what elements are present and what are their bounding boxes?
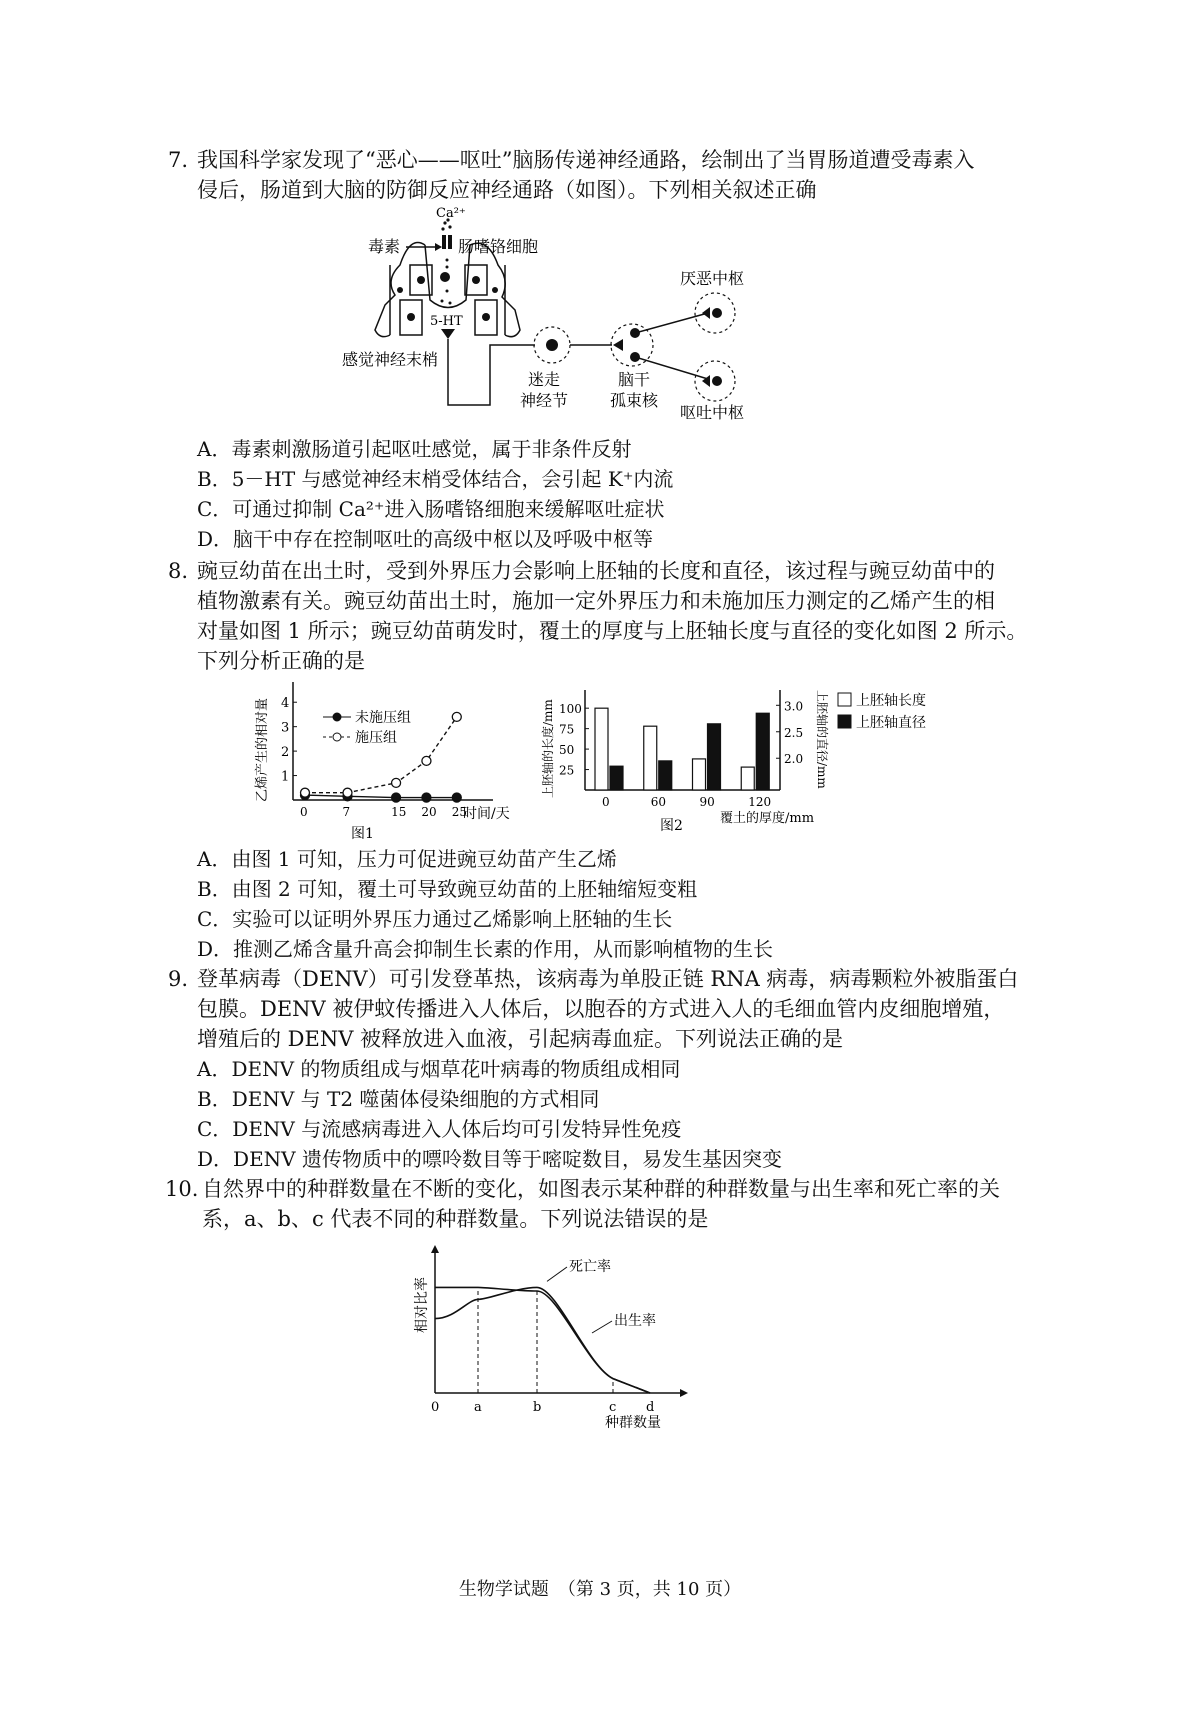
x-axis-label: 时间/天 bbox=[463, 806, 510, 822]
leader-line bbox=[592, 1321, 612, 1333]
figure-1-ethylene-chart bbox=[248, 675, 518, 845]
q8-option-b: B．由图 2 可知，覆土可导致豌豆幼苗的上胚轴缩短变粗 bbox=[197, 877, 698, 901]
question-9-line-3: 增殖后的 DENV 被释放进入血液，引起病毒血症。下列说法正确的是 bbox=[197, 1027, 844, 1051]
y-axis-arrow bbox=[431, 1245, 439, 1253]
legend-swatch bbox=[838, 693, 851, 706]
chart-title: 图2 bbox=[660, 818, 683, 834]
question-8-line-4: 下列分析正确的是 bbox=[197, 649, 365, 673]
question-8-line-1: 豌豆幼苗在出土时，受到外界压力会影响上胚轴的长度和直径，该过程与豌豆幼苗中的 bbox=[197, 559, 995, 583]
data-point bbox=[452, 793, 461, 802]
page-footer: 生物学试题 （第 3 页，共 10 页） bbox=[458, 1579, 742, 1600]
series-label-death: 死亡率 bbox=[569, 1259, 611, 1275]
question-9-line-1: 登革病毒（DENV）可引发登革热，该病毒为单股正链 RNA 病毒，病毒颗粒外被脂蛋白 bbox=[197, 967, 1019, 991]
data-point bbox=[343, 788, 352, 797]
y-tick-label-right: 3.0 bbox=[784, 699, 804, 714]
vagus-label-1: 迷走 bbox=[528, 370, 561, 389]
q7-option-c: C．可通过抑制 Ca²⁺进入肠嗜铬细胞来缓解呕吐症状 bbox=[197, 497, 665, 521]
bar-diameter bbox=[610, 766, 623, 790]
y-axis-label-left: 上胚轴的长度/mm bbox=[541, 699, 555, 798]
x-tick-label: 15 bbox=[391, 805, 407, 819]
legend-marker bbox=[333, 713, 341, 721]
legend-marker bbox=[333, 733, 341, 741]
data-point bbox=[422, 756, 431, 765]
bar-length bbox=[644, 726, 657, 790]
sensory-ending-label: 感觉神经末梢 bbox=[342, 350, 439, 369]
vomit-center-label: 呕吐中枢 bbox=[680, 403, 745, 422]
question-8-line-3: 对量如图 1 所示；豌豆幼苗萌发时，覆土的厚度与上胚轴长度与直径的变化如图 2 所示。 bbox=[197, 619, 1028, 643]
neural-pathway-diagram bbox=[330, 205, 780, 425]
vagus-label-2: 神经节 bbox=[520, 391, 569, 410]
y-tick-label: 2 bbox=[281, 745, 290, 761]
x-axis-label: 覆土的厚度/mm bbox=[720, 811, 815, 826]
question-10-number: 10. bbox=[165, 1177, 199, 1201]
y-axis-label: 乙烯产生的相对量 bbox=[255, 697, 270, 802]
enterochromaffin-label: 肠嗜铬细胞 bbox=[458, 237, 539, 256]
chart-title: 图1 bbox=[351, 826, 374, 842]
brainstem-label-2: 孤束核 bbox=[610, 391, 659, 410]
x-tick-label: c bbox=[609, 1400, 617, 1415]
q7-option-a: A．毒素刺激肠道引起呕吐感觉，属于非条件反射 bbox=[197, 437, 632, 461]
bar-length bbox=[741, 767, 754, 790]
y-tick-label-left: 100 bbox=[559, 702, 582, 717]
figure-2-hypocotyl-chart bbox=[530, 675, 950, 845]
x-tick-label: 60 bbox=[650, 795, 667, 809]
q9-option-c: C．DENV 与流感病毒进入人体后均可引发特异性免疫 bbox=[197, 1117, 682, 1141]
legend-label: 未施压组 bbox=[355, 710, 411, 726]
q8-option-a: A．由图 1 可知，压力可促进豌豆幼苗产生乙烯 bbox=[197, 847, 617, 871]
x-tick-label: d bbox=[646, 1400, 655, 1415]
question-7-line-2: 侵后，肠道到大脑的防御反应神经通路（如图）。下列相关叙述正确 bbox=[197, 178, 817, 202]
bar-diameter bbox=[756, 713, 769, 790]
y-tick-label-right: 2.0 bbox=[784, 752, 804, 767]
y-tick-label-right: 2.5 bbox=[784, 725, 804, 740]
data-point bbox=[392, 778, 401, 787]
bar-length bbox=[595, 708, 608, 790]
q9-option-d: D．DENV 遗传物质中的嘌呤数目等于嘧啶数目，易发生基因突变 bbox=[197, 1147, 782, 1171]
q8-option-c: C．实验可以证明外界压力通过乙烯影响上胚轴的生长 bbox=[197, 907, 673, 931]
x-tick-label: 20 bbox=[421, 805, 437, 819]
bar-length bbox=[693, 759, 706, 790]
question-7-line-1: 我国科学家发现了“恶心——呕吐”脑肠传递神经通路，绘制出了当胃肠道遭受毒素入 bbox=[197, 148, 975, 172]
y-tick-label-left: 50 bbox=[559, 743, 575, 758]
x-tick-label: 0 bbox=[431, 1400, 440, 1415]
population-rate-chart bbox=[410, 1238, 710, 1438]
y-tick-label: 4 bbox=[281, 696, 290, 712]
x-axis-arrow bbox=[680, 1389, 688, 1397]
y-tick-label-left: 25 bbox=[559, 763, 575, 778]
x-tick-label: 0 bbox=[300, 805, 308, 819]
bar-diameter bbox=[659, 761, 672, 790]
q8-option-d: D．推测乙烯含量升高会抑制生长素的作用，从而影响植物的生长 bbox=[197, 937, 774, 961]
q7-option-d: D．脑干中存在控制呕吐的高级中枢以及呼吸中枢等 bbox=[197, 527, 654, 551]
x-tick-label: 90 bbox=[699, 795, 715, 809]
legend-label: 上胚轴直径 bbox=[856, 715, 926, 731]
data-point bbox=[301, 788, 310, 797]
x-tick-label: 25 bbox=[451, 805, 468, 819]
y-tick-label: 3 bbox=[281, 720, 290, 736]
x-tick-label: 7 bbox=[342, 805, 351, 819]
ca-label: Ca²⁺ bbox=[436, 206, 466, 221]
legend-label: 施压组 bbox=[355, 730, 397, 746]
q9-option-a: A．DENV 的物质组成与烟草花叶病毒的物质组成相同 bbox=[197, 1057, 681, 1081]
question-9-number: 9. bbox=[168, 967, 189, 991]
question-9-line-2: 包膜。DENV 被伊蚊传播进入人体后，以胞吞的方式进入人的毛细血管内皮细胞增殖， bbox=[197, 997, 1005, 1021]
series-label-birth: 出生率 bbox=[614, 1313, 656, 1329]
data-point bbox=[422, 793, 431, 802]
data-point bbox=[452, 712, 461, 721]
toxin-label: 毒素 bbox=[368, 237, 401, 256]
q9-option-b: B．DENV 与 T2 噬菌体侵染细胞的方式相同 bbox=[197, 1087, 600, 1111]
y-axis-label-right: 上胚轴的直径/mm bbox=[815, 690, 829, 789]
series-line-2 bbox=[305, 717, 457, 793]
brainstem-label-1: 脑干 bbox=[618, 370, 651, 389]
serotonin-label: 5-HT bbox=[430, 314, 463, 329]
question-8-number: 8. bbox=[168, 559, 189, 583]
legend-swatch bbox=[838, 715, 851, 728]
series-line-1 bbox=[305, 795, 457, 797]
bar-diameter bbox=[708, 724, 721, 790]
data-point bbox=[392, 793, 401, 802]
x-tick-label: a bbox=[474, 1400, 482, 1415]
question-10-line-2: 系，a、b、c 代表不同的种群数量。下列说法错误的是 bbox=[202, 1207, 709, 1231]
leader-line bbox=[547, 1267, 567, 1281]
q7-option-b: B．5－HT 与感觉神经末梢受体结合，会引起 K⁺内流 bbox=[197, 467, 674, 491]
question-10-line-1: 自然界中的种群数量在不断的变化，如图表示某种群的种群数量与出生率和死亡率的关 bbox=[202, 1177, 1000, 1201]
y-axis-label: 相对比率 bbox=[414, 1277, 430, 1333]
y-tick-label: 1 bbox=[281, 769, 290, 785]
legend-label: 上胚轴长度 bbox=[856, 693, 926, 709]
x-tick-label: 0 bbox=[602, 795, 610, 809]
question-8-line-2: 植物激素有关。豌豆幼苗出土时，施加一定外界压力和未施加压力测定的乙烯产生的相 bbox=[197, 589, 995, 613]
disgust-center-label: 厌恶中枢 bbox=[680, 269, 745, 288]
x-tick-label: b bbox=[533, 1400, 542, 1415]
rate-curve-1 bbox=[435, 1287, 650, 1393]
question-7-number: 7. bbox=[168, 148, 189, 172]
y-tick-label-left: 75 bbox=[559, 722, 575, 737]
x-tick-label: 120 bbox=[748, 795, 772, 809]
x-axis-label: 种群数量 bbox=[605, 1415, 661, 1431]
